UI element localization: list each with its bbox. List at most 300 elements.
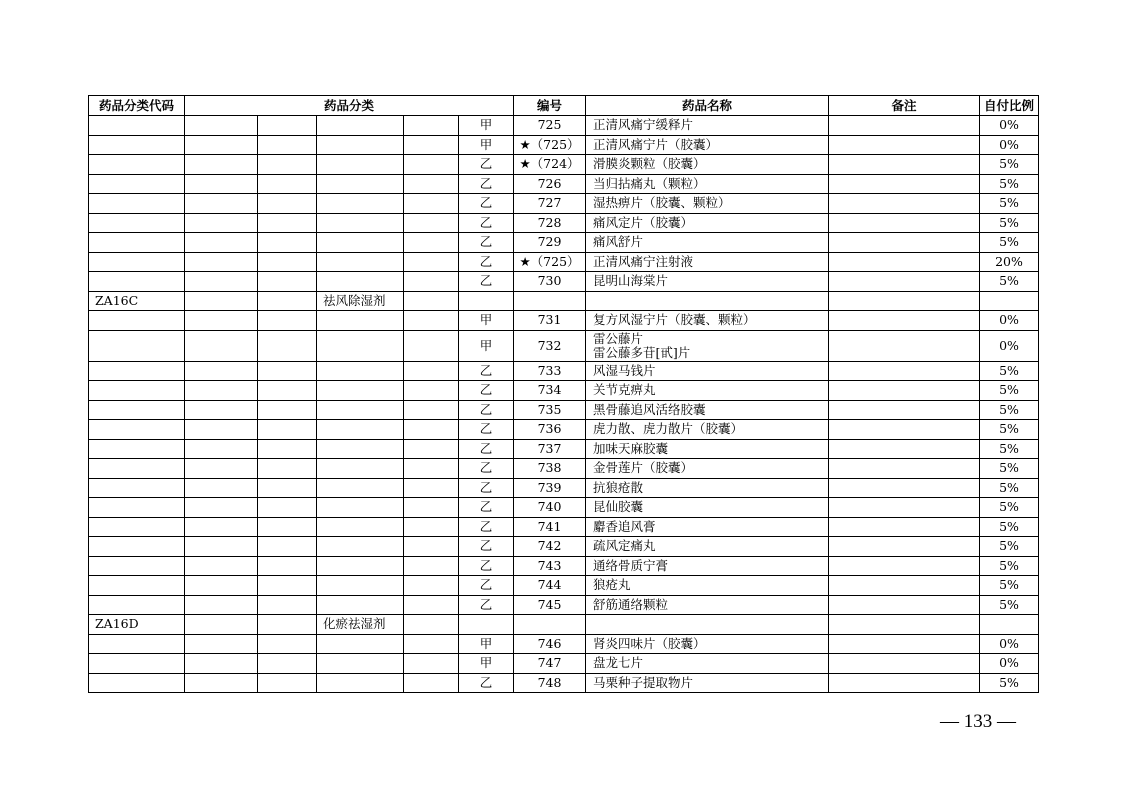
cell-number: 741 xyxy=(514,517,586,537)
cell-ratio: 5% xyxy=(980,498,1039,518)
cell-code xyxy=(89,459,185,479)
cell-number: 746 xyxy=(514,634,586,654)
cell-empty xyxy=(258,439,317,459)
cell-empty xyxy=(185,291,258,311)
cell-empty xyxy=(185,654,258,674)
cell-empty xyxy=(185,634,258,654)
cell-code xyxy=(89,311,185,331)
cell-grade: 乙 xyxy=(459,252,514,272)
cell-category xyxy=(317,654,404,674)
cell-empty xyxy=(404,673,459,693)
cell-ratio: 5% xyxy=(980,439,1039,459)
cell-empty xyxy=(185,673,258,693)
cell-empty xyxy=(258,459,317,479)
cell-code xyxy=(89,233,185,253)
table-row xyxy=(89,194,1039,214)
cell-empty xyxy=(404,213,459,233)
cell-category xyxy=(317,498,404,518)
cell-grade: 乙 xyxy=(459,233,514,253)
header-remark: 备注 xyxy=(829,96,980,116)
cell-ratio: 5% xyxy=(980,381,1039,401)
cell-category xyxy=(317,194,404,214)
cell-grade: 甲 xyxy=(459,135,514,155)
cell-ratio: 20% xyxy=(980,252,1039,272)
cell-drug-name xyxy=(586,252,829,272)
drug-name-line: 关节克痹丸 xyxy=(593,382,656,398)
cell-empty xyxy=(404,576,459,596)
cell-number: 748 xyxy=(514,673,586,693)
cell-code xyxy=(89,194,185,214)
cell-ratio: 0% xyxy=(980,634,1039,654)
cell-number xyxy=(514,291,586,311)
cell-empty xyxy=(185,537,258,557)
cell-number: 728 xyxy=(514,213,586,233)
cell-code xyxy=(89,381,185,401)
cell-drug-name xyxy=(586,654,829,674)
drug-name-line: 雷公藤多苷[甙]片 xyxy=(593,344,691,360)
cell-code xyxy=(89,252,185,272)
cell-ratio: 0% xyxy=(980,116,1039,136)
cell-grade: 乙 xyxy=(459,213,514,233)
drug-name-line: 虎力散、虎力散片（胶囊） xyxy=(593,421,744,437)
cell-remark xyxy=(829,194,980,214)
table-row xyxy=(89,311,1039,331)
cell-empty xyxy=(258,381,317,401)
table-row xyxy=(89,252,1039,272)
table-row xyxy=(89,673,1039,693)
cell-drug-name xyxy=(586,420,829,440)
cell-grade xyxy=(459,615,514,635)
cell-remark xyxy=(829,420,980,440)
cell-code xyxy=(89,634,185,654)
cell-drug-name xyxy=(586,174,829,194)
table-row xyxy=(89,155,1039,175)
cell-ratio: 5% xyxy=(980,576,1039,596)
cell-grade: 乙 xyxy=(459,420,514,440)
cell-ratio xyxy=(980,291,1039,311)
cell-code xyxy=(89,498,185,518)
cell-code xyxy=(89,330,185,361)
cell-empty xyxy=(185,615,258,635)
cell-code xyxy=(89,673,185,693)
cell-empty xyxy=(258,272,317,292)
cell-empty xyxy=(404,459,459,479)
cell-empty xyxy=(404,556,459,576)
cell-grade: 乙 xyxy=(459,517,514,537)
cell-drug-name xyxy=(586,330,829,361)
table-row xyxy=(89,595,1039,615)
cell-empty xyxy=(185,311,258,331)
cell-empty xyxy=(185,252,258,272)
cell-category xyxy=(317,595,404,615)
drug-name-line: 通络骨质宁膏 xyxy=(593,557,669,573)
cell-ratio: 5% xyxy=(980,556,1039,576)
drug-name-line: 当归拈痛丸（颗粒） xyxy=(593,175,706,191)
cell-empty xyxy=(185,233,258,253)
cell-ratio: 0% xyxy=(980,330,1039,361)
cell-empty xyxy=(185,459,258,479)
cell-grade: 乙 xyxy=(459,673,514,693)
cell-empty xyxy=(404,381,459,401)
cell-drug-name xyxy=(586,615,829,635)
cell-empty xyxy=(258,213,317,233)
cell-code xyxy=(89,400,185,420)
cell-empty xyxy=(404,252,459,272)
cell-remark xyxy=(829,381,980,401)
cell-drug-name xyxy=(586,439,829,459)
cell-empty xyxy=(185,576,258,596)
table-row xyxy=(89,420,1039,440)
cell-category xyxy=(317,233,404,253)
cell-grade: 甲 xyxy=(459,654,514,674)
cell-category xyxy=(317,252,404,272)
cell-empty xyxy=(404,498,459,518)
cell-number: 747 xyxy=(514,654,586,674)
drug-name-line: 抗狼疮散 xyxy=(593,479,644,495)
cell-grade: 甲 xyxy=(459,634,514,654)
cell-empty xyxy=(185,116,258,136)
cell-code xyxy=(89,174,185,194)
header-ratio: 自付比例 xyxy=(980,96,1039,116)
cell-grade: 乙 xyxy=(459,155,514,175)
cell-category xyxy=(317,116,404,136)
cell-code: ZA16D xyxy=(89,615,185,635)
table-row xyxy=(89,213,1039,233)
cell-grade: 乙 xyxy=(459,459,514,479)
cell-remark xyxy=(829,233,980,253)
cell-empty xyxy=(404,233,459,253)
cell-drug-name xyxy=(586,556,829,576)
cell-ratio: 5% xyxy=(980,194,1039,214)
cell-number: 727 xyxy=(514,194,586,214)
cell-remark xyxy=(829,576,980,596)
drug-name-line: 昆仙胶囊 xyxy=(593,499,644,515)
cell-category xyxy=(317,174,404,194)
table-row xyxy=(89,576,1039,596)
cell-category: 化瘀祛湿剂 xyxy=(317,615,404,635)
cell-category xyxy=(317,634,404,654)
cell-ratio: 5% xyxy=(980,213,1039,233)
cell-category xyxy=(317,311,404,331)
cell-category xyxy=(317,576,404,596)
cell-number: 744 xyxy=(514,576,586,596)
cell-empty xyxy=(258,291,317,311)
cell-ratio: 5% xyxy=(980,673,1039,693)
cell-category xyxy=(317,517,404,537)
cell-grade: 乙 xyxy=(459,361,514,381)
cell-ratio: 5% xyxy=(980,478,1039,498)
cell-code xyxy=(89,478,185,498)
cell-drug-name xyxy=(586,233,829,253)
cell-grade: 甲 xyxy=(459,116,514,136)
cell-ratio: 5% xyxy=(980,174,1039,194)
cell-number: 730 xyxy=(514,272,586,292)
drug-name-line: 疏风定痛丸 xyxy=(593,538,656,554)
cell-empty xyxy=(258,654,317,674)
cell-empty xyxy=(185,272,258,292)
cell-empty xyxy=(258,595,317,615)
cell-ratio xyxy=(980,615,1039,635)
cell-ratio: 5% xyxy=(980,595,1039,615)
cell-drug-name xyxy=(586,537,829,557)
cell-number: 742 xyxy=(514,537,586,557)
drug-name-line: 金骨莲片（胶囊） xyxy=(593,460,694,476)
drug-name-line: 马栗种子提取物片 xyxy=(593,674,694,690)
cell-empty xyxy=(185,439,258,459)
cell-grade: 乙 xyxy=(459,381,514,401)
cell-number: 734 xyxy=(514,381,586,401)
cell-grade: 乙 xyxy=(459,194,514,214)
cell-empty xyxy=(185,556,258,576)
table-row xyxy=(89,517,1039,537)
cell-empty xyxy=(404,330,459,361)
cell-ratio: 5% xyxy=(980,420,1039,440)
cell-drug-name xyxy=(586,135,829,155)
cell-ratio: 5% xyxy=(980,233,1039,253)
drug-name-line: 正清风痛宁缓释片 xyxy=(593,117,694,133)
cell-empty xyxy=(185,135,258,155)
cell-remark xyxy=(829,537,980,557)
cell-drug-name xyxy=(586,498,829,518)
cell-number: 737 xyxy=(514,439,586,459)
drug-name-line: 风湿马钱片 xyxy=(593,362,656,378)
table-row xyxy=(89,135,1039,155)
cell-empty xyxy=(404,420,459,440)
cell-category: 祛风除湿剂 xyxy=(317,291,404,311)
cell-grade: 甲 xyxy=(459,330,514,361)
cell-remark xyxy=(829,291,980,311)
cell-ratio: 5% xyxy=(980,517,1039,537)
drug-name-line: 狼疮丸 xyxy=(593,577,631,593)
cell-drug-name xyxy=(586,311,829,331)
cell-empty xyxy=(258,634,317,654)
cell-empty xyxy=(258,194,317,214)
table-row xyxy=(89,478,1039,498)
cell-code xyxy=(89,213,185,233)
cell-code xyxy=(89,576,185,596)
cell-empty xyxy=(258,174,317,194)
table-header-row xyxy=(89,96,1039,116)
cell-remark xyxy=(829,615,980,635)
cell-remark xyxy=(829,155,980,175)
cell-empty xyxy=(185,194,258,214)
cell-remark xyxy=(829,517,980,537)
cell-drug-name xyxy=(586,116,829,136)
cell-number: 731 xyxy=(514,311,586,331)
cell-remark xyxy=(829,654,980,674)
cell-remark xyxy=(829,272,980,292)
table-row xyxy=(89,537,1039,557)
cell-remark xyxy=(829,135,980,155)
cell-number: 738 xyxy=(514,459,586,479)
cell-category xyxy=(317,420,404,440)
cell-drug-name xyxy=(586,595,829,615)
cell-number: 735 xyxy=(514,400,586,420)
cell-empty xyxy=(258,252,317,272)
cell-empty xyxy=(404,478,459,498)
cell-empty xyxy=(258,517,317,537)
cell-drug-name xyxy=(586,213,829,233)
cell-empty xyxy=(185,361,258,381)
cell-category xyxy=(317,537,404,557)
cell-code xyxy=(89,556,185,576)
cell-empty xyxy=(404,615,459,635)
cell-number: ★（725） xyxy=(514,135,586,155)
cell-grade: 乙 xyxy=(459,439,514,459)
cell-category xyxy=(317,135,404,155)
cell-ratio: 5% xyxy=(980,459,1039,479)
table-row xyxy=(89,615,1039,635)
table-row xyxy=(89,233,1039,253)
cell-empty xyxy=(404,517,459,537)
drug-name-line: 肾炎四味片（胶囊） xyxy=(593,635,706,651)
cell-empty xyxy=(185,517,258,537)
drug-name-line: 舒筋通络颗粒 xyxy=(593,596,669,612)
table-row xyxy=(89,400,1039,420)
cell-grade: 乙 xyxy=(459,400,514,420)
cell-code xyxy=(89,135,185,155)
table-row xyxy=(89,654,1039,674)
table-row xyxy=(89,116,1039,136)
cell-number xyxy=(514,615,586,635)
cell-number: 726 xyxy=(514,174,586,194)
cell-number: 745 xyxy=(514,595,586,615)
cell-category xyxy=(317,400,404,420)
table-row xyxy=(89,361,1039,381)
cell-remark xyxy=(829,361,980,381)
cell-drug-name xyxy=(586,272,829,292)
cell-code xyxy=(89,595,185,615)
cell-remark xyxy=(829,439,980,459)
cell-empty xyxy=(258,116,317,136)
drug-name-line: 痛风定片（胶囊） xyxy=(593,214,694,230)
cell-code xyxy=(89,439,185,459)
cell-drug-name xyxy=(586,576,829,596)
cell-code: ZA16C xyxy=(89,291,185,311)
cell-category xyxy=(317,330,404,361)
cell-grade: 乙 xyxy=(459,537,514,557)
table-row xyxy=(89,459,1039,479)
cell-code xyxy=(89,517,185,537)
cell-drug-name xyxy=(586,459,829,479)
cell-empty xyxy=(185,155,258,175)
cell-grade: 甲 xyxy=(459,311,514,331)
drug-name-line: 痛风舒片 xyxy=(593,234,644,250)
cell-grade: 乙 xyxy=(459,595,514,615)
cell-code xyxy=(89,155,185,175)
cell-grade: 乙 xyxy=(459,556,514,576)
cell-empty xyxy=(258,576,317,596)
table-body xyxy=(89,116,1039,693)
cell-code xyxy=(89,537,185,557)
cell-category xyxy=(317,439,404,459)
cell-empty xyxy=(404,194,459,214)
header-category: 药品分类 xyxy=(185,96,514,116)
cell-ratio: 5% xyxy=(980,155,1039,175)
cell-code xyxy=(89,420,185,440)
cell-empty xyxy=(404,155,459,175)
cell-ratio: 0% xyxy=(980,135,1039,155)
cell-category xyxy=(317,556,404,576)
cell-empty xyxy=(258,478,317,498)
cell-remark xyxy=(829,478,980,498)
cell-category xyxy=(317,381,404,401)
cell-remark xyxy=(829,174,980,194)
cell-remark xyxy=(829,330,980,361)
cell-code xyxy=(89,116,185,136)
cell-empty xyxy=(404,291,459,311)
drug-name-line: 昆明山海棠片 xyxy=(593,273,669,289)
table-row xyxy=(89,291,1039,311)
table-row xyxy=(89,634,1039,654)
cell-category xyxy=(317,478,404,498)
table-row xyxy=(89,556,1039,576)
cell-empty xyxy=(185,330,258,361)
cell-empty xyxy=(258,556,317,576)
cell-category xyxy=(317,361,404,381)
cell-number: 725 xyxy=(514,116,586,136)
cell-number: 733 xyxy=(514,361,586,381)
cell-empty xyxy=(404,361,459,381)
drug-name-line: 正清风痛宁片（胶囊） xyxy=(593,136,719,152)
cell-empty xyxy=(185,213,258,233)
cell-empty xyxy=(404,439,459,459)
drug-name-line: 麝香追风膏 xyxy=(593,518,656,534)
cell-category xyxy=(317,272,404,292)
cell-empty xyxy=(185,381,258,401)
header-code: 药品分类代码 xyxy=(89,96,185,116)
drug-name-line: 湿热痹片（胶囊、颗粒） xyxy=(593,195,731,211)
drug-name-line: 雷公藤片 xyxy=(593,330,644,346)
cell-category xyxy=(317,459,404,479)
cell-remark xyxy=(829,498,980,518)
cell-category xyxy=(317,673,404,693)
cell-empty xyxy=(185,420,258,440)
cell-empty xyxy=(258,615,317,635)
table-row xyxy=(89,439,1039,459)
cell-drug-name xyxy=(586,517,829,537)
cell-empty xyxy=(404,654,459,674)
cell-ratio: 5% xyxy=(980,537,1039,557)
cell-drug-name xyxy=(586,194,829,214)
drug-name-line: 复方风湿宁片（胶囊、颗粒） xyxy=(593,312,756,328)
cell-grade: 乙 xyxy=(459,498,514,518)
cell-empty xyxy=(404,272,459,292)
cell-drug-name xyxy=(586,673,829,693)
cell-grade xyxy=(459,291,514,311)
cell-empty xyxy=(404,174,459,194)
table-row xyxy=(89,330,1039,361)
drug-name-line: 加味天麻胶囊 xyxy=(593,440,669,456)
page-number: — 133 — xyxy=(940,711,1016,732)
cell-grade: 乙 xyxy=(459,272,514,292)
cell-empty xyxy=(185,400,258,420)
cell-drug-name xyxy=(586,478,829,498)
cell-empty xyxy=(258,537,317,557)
table-row xyxy=(89,272,1039,292)
cell-number: 729 xyxy=(514,233,586,253)
cell-grade: 乙 xyxy=(459,174,514,194)
cell-drug-name xyxy=(586,400,829,420)
table-row xyxy=(89,381,1039,401)
cell-empty xyxy=(404,135,459,155)
cell-code xyxy=(89,361,185,381)
cell-category xyxy=(317,155,404,175)
cell-ratio: 0% xyxy=(980,654,1039,674)
cell-empty xyxy=(404,116,459,136)
cell-number: 739 xyxy=(514,478,586,498)
cell-number: 740 xyxy=(514,498,586,518)
